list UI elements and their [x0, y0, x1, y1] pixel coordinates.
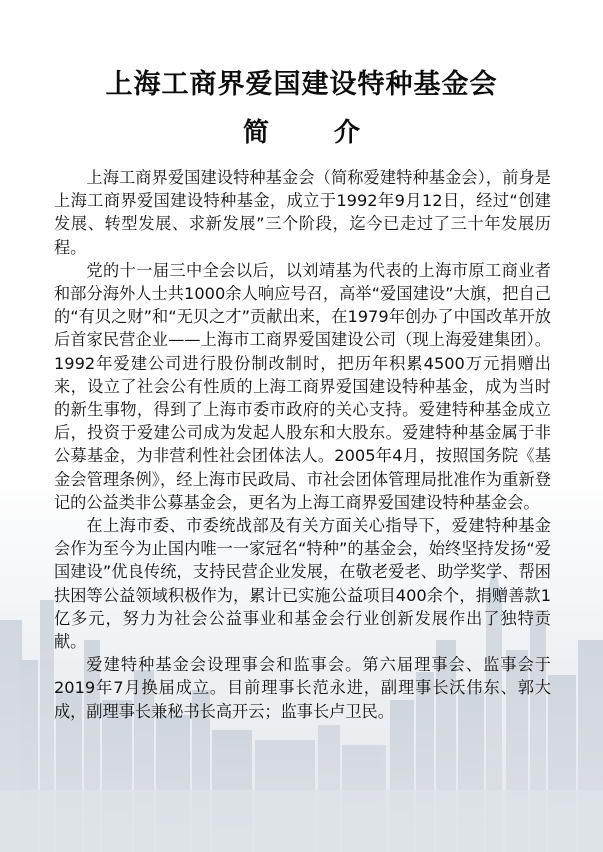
document-subtitle: 简 介	[242, 118, 389, 148]
document-title: 上海工商界爱国建设特种基金会	[105, 69, 498, 100]
paragraph-history: 上海工商界爱国建设特种基金会（简称爱建特种基金会），前身是上海工商界爱国建设特种基金，成立于1992年9月12日，经过“创建发展、转型发展、求新发展”三个阶段，迄今已走过了三十年发展历程。	[54, 168, 551, 257]
paragraph-achievements: 在上海市委、市委统战部及有关方面关心指导下，爱建特种基金会作为至今为止国内唯一一家冠名“特种”的基金会，始终坚持发扬“爱国建设”优良传统，支持民营企业发展，在敬老爱老、助学奖学、帮困扶困等公益领域积极作为，累计已实施公益项目400余个，捐赠善款1亿多元，努力为社会公益事业和基金会行业创新发展作出了独特贡献。	[54, 516, 551, 652]
paragraph-governance: 爱建特种基金会设理事会和监事会。第六届理事会、监事会于2019年7月换届成立。目前理事长范永进，副理事长沃伟东、郭大成，副理事长兼秘书长高开云；监事长卢卫民。	[54, 655, 551, 721]
paragraph-origin: 党的十一届三中全会以后，以刘靖基为代表的上海市原工商业者和部分海外人士共1000余人响应号召，高举“爱国建设”大旗，把自己的“有贝之财”和“无贝之才”贡献出来，在1979年创办了中国改革开放后首家民营企业——上海市工商界爱国建设公司（现上海爱建集团）。1992年爱建公司进行股份制改制时，把历年积累4500万元捐赠出来，设立了社会公有性质的上海工商界爱国建设特种基金，成为当时的新生事物，得到了上海市委市政府的关心支持。爱建特种基金成立后，投资于爱建公司成为发起人股东和大股东。爱建特种基金属于非公募基金，为非营利性社会团体法人。2005年4月，按照国务院《基金会管理条例》，经上海市民政局、市社会团体管理局批准作为重新登记的公益类非公募基金会，更名为上海工商界爱国建设特种基金会。	[54, 260, 551, 512]
document-body	[54, 166, 551, 723]
